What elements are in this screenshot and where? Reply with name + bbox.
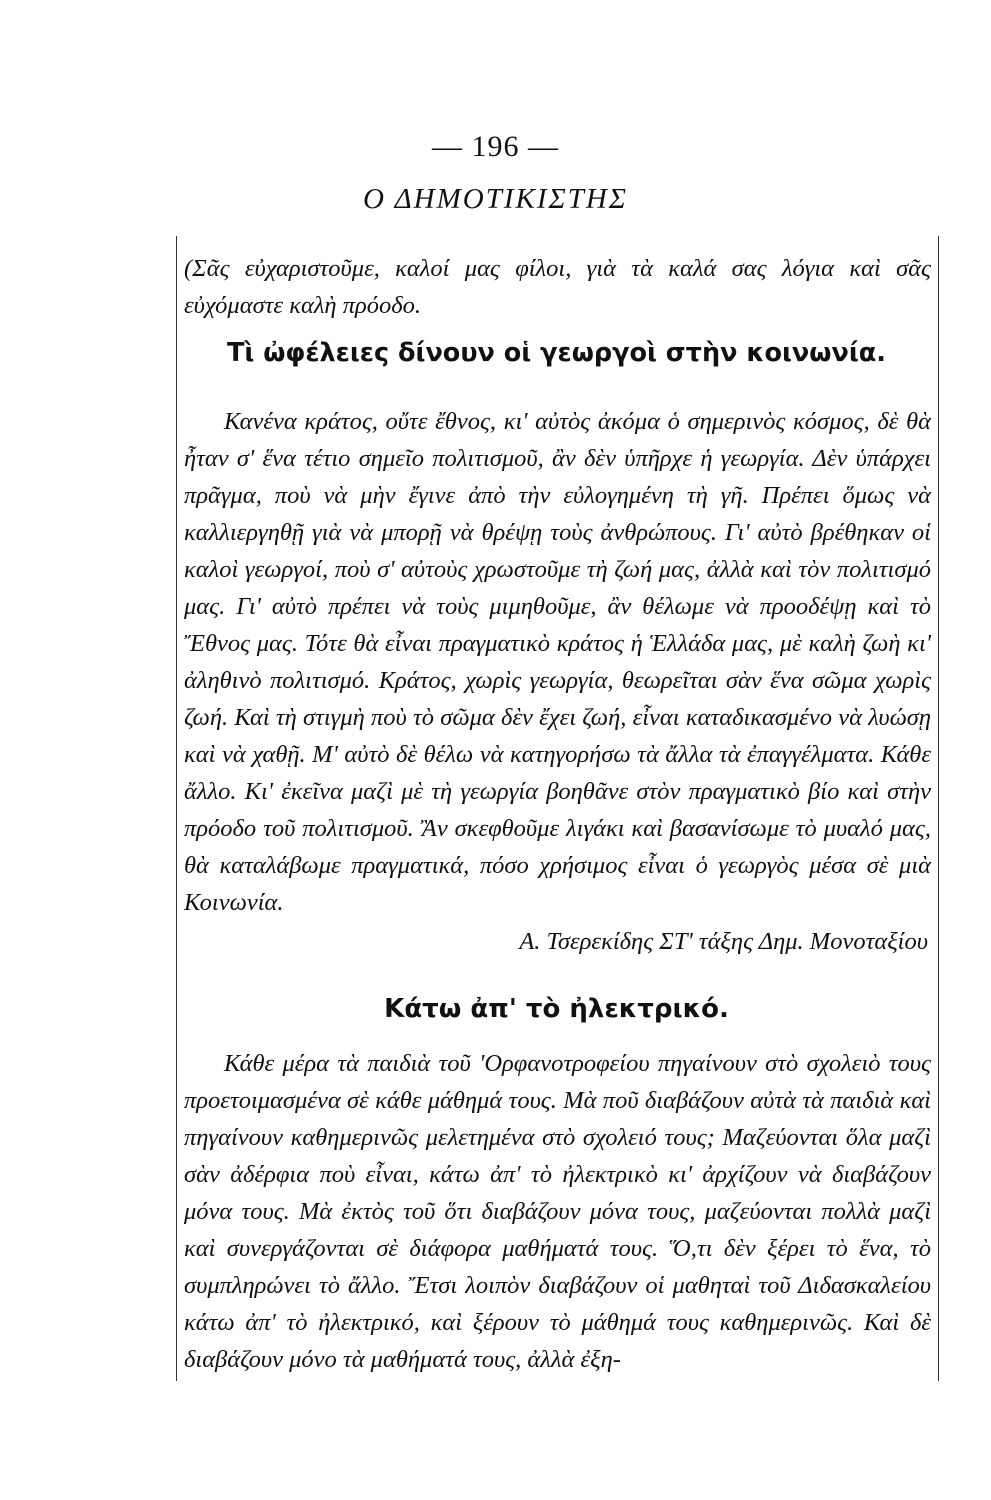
article-title-farmers: Τὶ ὠφέλειες δίνουν οἱ γεωργοὶ στὴν κοινωνία. [227, 338, 886, 368]
page-number: — 196 — [432, 130, 559, 163]
article-body-electric-light: Κάθε μέρα τὰ παιδιὰ τοῦ 'Ορφανοτροφείου πηγαίνουν στὸ σχολειὸ τους προετοιμασμένα σὲ κάθε μάθημά τους. Μὰ ποῦ διαβάζουν αὐτὰ τὰ παιδιὰ καὶ πηγαίνουν καθημερινῶς μελετημένα στὸ σχολειό τους; Μαζεύονται ὅλα μαζὶ σὰν ἀδέρφια ποὺ εἶναι, κάτω ἀπ' τὸ ἠλεκτρικὸ κι' ἀρχίζουν νὰ διαβάζουν μόνα τους. Μὰ ἐκτὸς τοῦ ὅτι διαβάζουν μόνα τους, μαζεύονται πολλὰ μαζὶ καὶ συνεργάζονται σὲ διάφορα μαθήματά τους. Ὅ,τι δὲν ξέρει τὸ ἕνα, τὸ συμπληρώνει τὸ ἄλλο. Ἔτσι λοιπὸν διαβάζουν οἱ μαθηταὶ τοῦ Διδασκαλείου κάτω ἀπ' τὸ ἠλεκτρικό, καὶ ξέρουν τὸ μάθημά τους καθημερινῶς. Καὶ δὲ διαβάζουν μόνο τὰ μαθήματά τους, ἀλλὰ ἐξη- [184, 1050, 931, 1373]
running-header: Ο ΔΗΜΟΤΙΚΙΣΤΗΣ [362, 183, 629, 215]
editor-note: (Σᾶς εὐχαριστοῦμε, καλοί μας φίλοι, γιὰ τὰ καλά σας λόγια καὶ σᾶς εὐχόμαστε καλὴ πρόοδο. [184, 255, 931, 319]
article-signature: Α. Τσερεκίδης ΣΤ' τάξης Δημ. Μονοταξίου [519, 928, 928, 955]
article-body-farmers: Κανένα κράτος, οὔτε ἔθνος, κι' αὐτὸς ἀκόμα ὁ σημερινὸς κόσμος, δὲ θὰ ἦταν σ' ἕνα τέτιο σημεῖο πολιτισμοῦ, ἂν δὲν ὑπῆρχε ἡ γεωργία. Δὲν ὑπάρχει πρᾶγμα, ποὺ νὰ μὴν ἔγινε ἀπὸ τὴν εὐλογημένη τὴ γῆ. Πρέπει ὅμως νὰ καλλιεργηθῇ γιὰ νὰ μπορῇ νὰ θρέψῃ τοὺς ἀνθρώπους. Γι' αὐτὸ βρέθηκαν οἱ καλοὶ γεωργοί, ποὺ σ' αὐτοὺς χρωστοῦμε τὴ ζωή μας, ἀλλὰ καὶ τὸν πολιτισμό μας. Γι' αὐτὸ πρέπει νὰ τοὺς μιμηθοῦμε, ἂν θέλωμε νὰ προοδέψῃ καὶ τὸ Ἔθνος μας. Τότε θὰ εἶναι πραγματικὸ κράτος ἡ Ἑλλάδα μας, μὲ καλὴ ζωὴ κι' ἀληθινὸ πολιτισμό. Κράτος, χωρὶς γεωργία, θεωρεῖται σὰν ἕνα σῶμα χωρὶς ζωή. Καὶ τὴ στιγμὴ ποὺ τὸ σῶμα δὲν ἔχει ζωή, εἶναι καταδικασμένο νὰ λυώσῃ καὶ νὰ χαθῇ. Μ' αὐτὸ δὲ θέλω νὰ κατηγορήσω τὰ ἄλλα τὰ ἐπαγγέλματα. Κάθε ἄλλο. Κι' ἐκεῖνα μαζὶ μὲ τὴ γεωργία βοηθᾶνε στὸν πραγματικὸ βίο καὶ στὴν πρόοδο τοῦ πολιτισμοῦ. Ἂν σκεφθοῦμε λιγάκι καὶ βασανίσωμε τὸ μυαλό μας, θὰ καταλάβωμε πραγματικά, πόσο χρήσιμος εἶναι ὁ γεωργὸς μέσα σὲ μιὰ Κοινωνία. [184, 408, 931, 916]
article-title-electric-light: Κάτω ἀπ' τὸ ἠλεκτρικό. [384, 994, 729, 1024]
